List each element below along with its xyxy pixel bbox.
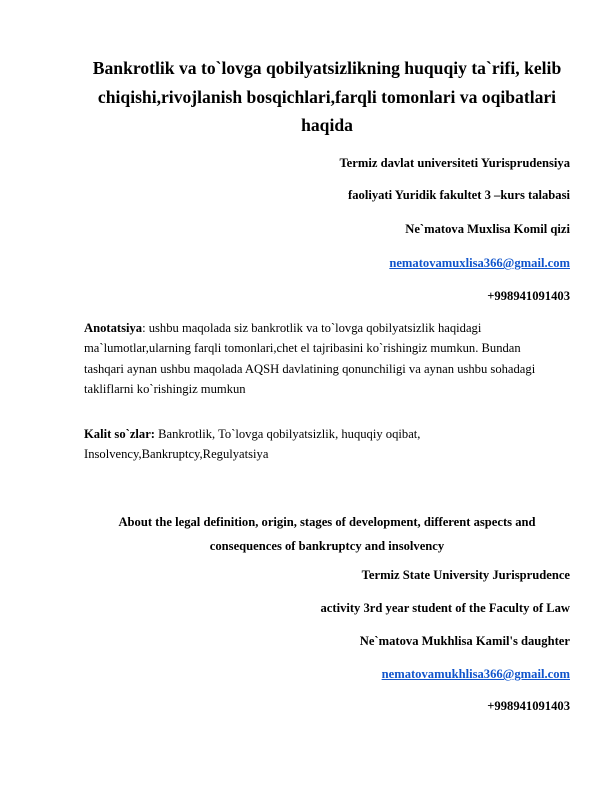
affiliation-line-1-en: Termiz State University Jurisprudence [361, 568, 570, 582]
abstract-paragraph [84, 318, 542, 399]
email-link-en[interactable]: nematovamukhlisa366@gmail.com [381, 667, 570, 681]
phone-number-uz: +998941091403 [487, 289, 570, 303]
affiliation-line-2-uz: faoliyati Yuridik fakultet 3 –kurs talabasi [348, 188, 570, 202]
article-title-en: About the legal definition, origin, stages of development, different aspects and consequences of bankruptcy and insolvency [118, 515, 536, 553]
abstract-label: Anotatsiya [84, 321, 143, 335]
keywords-text: Bankrotlik, To`lovga qobilyatsizlik, huquqiy oqibat, Insolvency,Bankruptcy,Regulyatsiya [84, 427, 421, 462]
phone-number-en: +998941091403 [487, 699, 570, 713]
abstract-text: : ushbu maqolada siz bankrotlik va to`lovga qobilyatsizlik haqidagi ma`lumotlar,ularning farqli tomonlari,chet el tajribasini ko`rishingiz mumkun. Bundan tashqari aynan ushbu maqolada AQSH davlatining qonunchiligi va aynan ushbu sohadagi takliflarni ko`rishingiz mumkun [84, 321, 536, 396]
email-line-uz [389, 256, 570, 271]
affiliation-line-2-en: activity 3rd year student of the Faculty of Law [320, 601, 570, 615]
author-name-en: Ne`matova Mukhlisa Kamil's daughter [359, 634, 570, 648]
article-title-uz: Bankrotlik va to`lovga qobilyatsizlikning huquqiy ta`rifi, kelib chiqishi,rivojlanish bosqichlari,farqli tomonlari va oqibatlari haqida [92, 58, 562, 135]
keywords-label: Kalit so`zlar: [84, 427, 155, 441]
author-name-uz: Ne`matova Muxlisa Komil qizi [405, 222, 570, 236]
affiliation-line-1-uz: Termiz davlat universiteti Yurisprudensiya [339, 156, 570, 170]
email-line-en [382, 667, 570, 682]
keywords-paragraph [84, 424, 542, 465]
email-link-uz[interactable]: nematovamuxlisa366@gmail.com [389, 256, 570, 270]
